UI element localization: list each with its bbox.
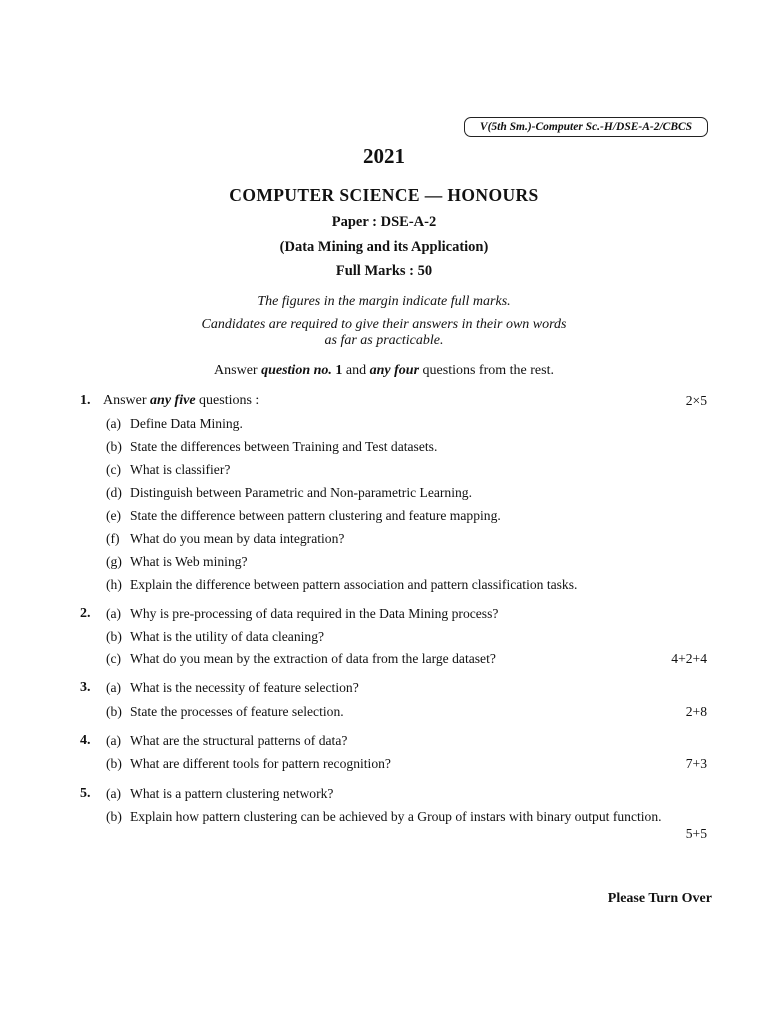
subject-title: COMPUTER SCIENCE — HONOURS [229,185,539,205]
part-label: (c) [106,651,122,666]
part-label: (h) [106,577,122,592]
course-title: (Data Mining and its Application) [279,239,489,255]
question-part [106,704,344,720]
question-number: 5. [80,786,91,801]
question-part [106,680,359,696]
question-part [106,416,243,432]
part-label: (b) [106,809,122,824]
part-text: Explain the difference between pattern association and pattern classification tasks. [130,577,578,592]
part-text: What is the utility of data cleaning? [130,629,325,644]
part-text: What do you mean by the extraction of data from the large dataset? [130,651,496,666]
part-text: State the difference between pattern clustering and feature mapping. [130,508,501,523]
part-text: Define Data Mining. [130,416,243,431]
part-label: (a) [106,733,122,748]
instr-mid: and [342,363,370,378]
question-number: 2. [80,606,91,621]
part-text: State the processes of feature selection. [130,704,344,719]
part-label: (a) [106,786,122,801]
question-marks: 5+5 [685,826,707,841]
question-part [106,756,391,772]
part-text: Explain how pattern clustering can be achieved by a Group of instars with binary output function. [130,809,662,824]
part-label: (b) [106,756,122,771]
part-label: (a) [106,680,122,695]
part-label: (a) [106,416,122,431]
question-part [106,554,248,570]
question-part [106,809,662,825]
part-label: (g) [106,554,122,569]
note-practicable: as far as practicable. [324,333,444,348]
question-number: 1. [80,393,91,408]
question-marks: 7+3 [685,756,707,771]
please-turn-over: Please Turn Over [607,891,712,906]
part-text: What are different tools for pattern recognition? [130,756,391,771]
question-part [106,508,501,524]
question-number: 4. [80,733,91,748]
instr-prefix: Answer [214,363,262,378]
question-part [106,733,347,749]
instr-emph1: question no. [261,363,336,378]
note-own-words: Candidates are required to give their answers in their own words [201,317,567,332]
q1-head-suffix: questions : [195,393,260,408]
instr-num: 1 [335,363,343,378]
part-label: (a) [106,606,122,621]
paper-code-box: V(5th Sm.)-Computer Sc.-H/DSE-A-2/CBCS [464,117,708,137]
question-marks: 4+2+4 [671,651,707,666]
question-marks: 2×5 [685,393,707,408]
question-part [106,786,333,802]
instr-suffix: questions from the rest. [419,363,554,378]
q1-head-prefix: Answer [103,393,151,408]
paper-name: Paper : DSE-A-2 [331,214,437,230]
part-text: What is the necessity of feature selection? [130,680,359,695]
part-text: What do you mean by data integration? [130,531,345,546]
exam-year: 2021 [363,144,405,168]
part-text: What is a pattern clustering network? [130,786,334,801]
part-label: (b) [106,704,122,719]
question-part [106,485,472,501]
answer-instruction [0,363,768,379]
part-text: Distinguish between Parametric and Non-parametric Learning. [130,485,472,500]
part-label: (b) [106,439,122,454]
part-text: Why is pre-processing of data required in the Data Mining process? [130,606,499,621]
question-marks: 2+8 [685,704,707,719]
part-label: (f) [106,531,120,546]
part-text: What are the structural patterns of data? [130,733,348,748]
part-text: What is Web mining? [130,554,248,569]
question-part [106,577,577,593]
question-part [106,439,437,455]
question-part [106,629,324,645]
note-margin-marks: The figures in the margin indicate full marks. [257,294,511,309]
question-part [106,651,496,667]
question-number: 3. [80,680,91,695]
part-text: What is classifier? [130,462,231,477]
part-text: State the differences between Training and Test datasets. [130,439,438,454]
part-label: (e) [106,508,122,523]
question-part [106,462,230,478]
instr-emph2: any four [369,363,420,378]
question-1-heading [103,393,259,409]
part-label: (b) [106,629,122,644]
full-marks: Full Marks : 50 [335,263,433,279]
question-part [106,606,498,622]
question-part [106,531,344,547]
q1-head-emph: any five [150,393,196,408]
part-label: (d) [106,485,122,500]
part-label: (c) [106,462,122,477]
